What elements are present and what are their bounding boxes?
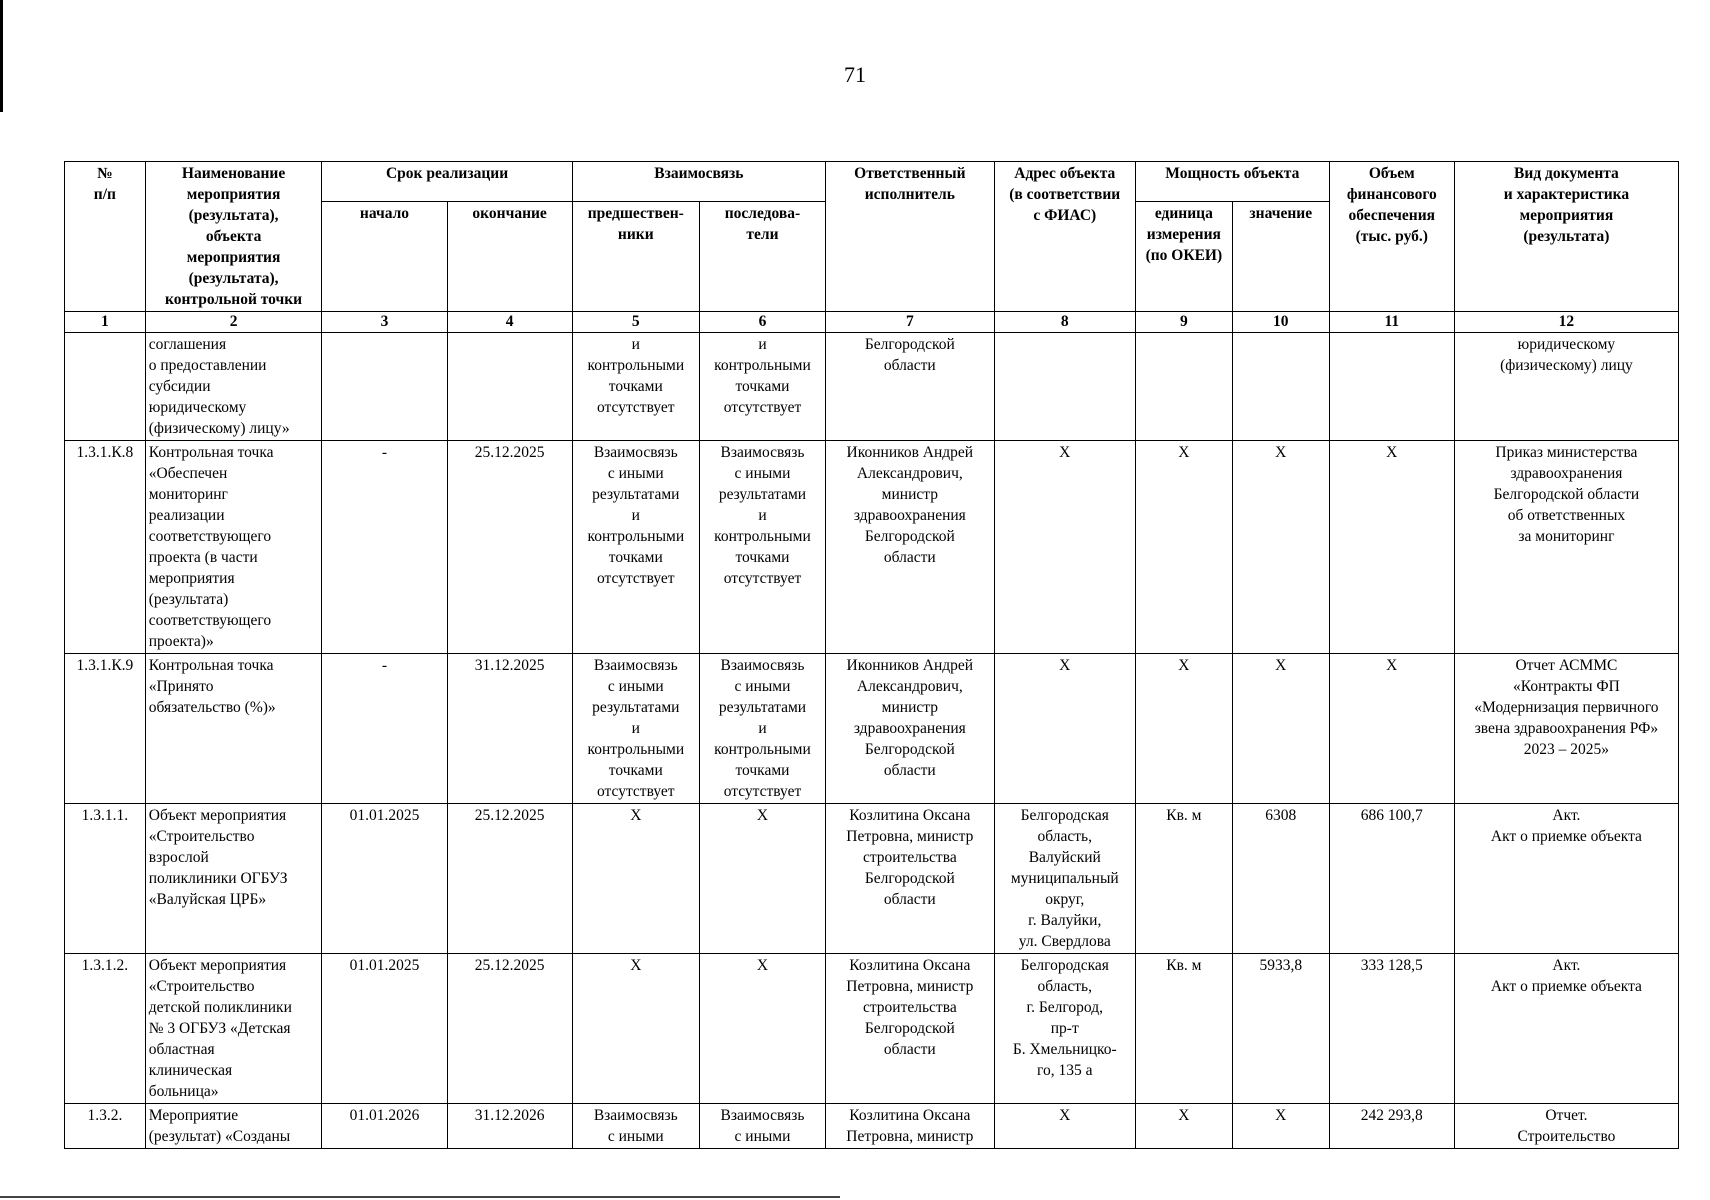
header-name: Наименование мероприятия (результата), объекта мероприятия (результата), контрольной точки <box>145 162 322 312</box>
cell-funding: 333 128,5 <box>1329 954 1454 1104</box>
cell-name: Мероприятие (результат) «Созданы <box>145 1104 322 1149</box>
column-number: 7 <box>826 312 995 333</box>
cell-start: - <box>322 654 447 804</box>
header-period: Срок реализации <box>322 162 572 202</box>
cell-funding: Х <box>1329 654 1454 804</box>
header-executor: Ответственный исполнитель <box>826 162 995 312</box>
cell-no: 1.3.2. <box>65 1104 146 1149</box>
cell-address: Х <box>994 1104 1135 1149</box>
cell-start <box>322 333 447 441</box>
header-relation: Взаимосвязь <box>572 162 825 202</box>
cell-no: 1.3.1.К.8 <box>65 441 146 654</box>
column-number: 6 <box>699 312 825 333</box>
cell-name: соглашения о предоставлении субсидии юридическому (физическому) лицу» <box>145 333 322 441</box>
page-number: 71 <box>844 62 866 87</box>
cell-doc: Отчет. Строительство <box>1454 1104 1678 1149</box>
header-start: начало <box>322 202 447 312</box>
table-row <box>65 1104 1679 1149</box>
cell-predecessors: Взаимосвязь с иными результатами и контрольными точками отсутствует <box>572 441 699 654</box>
cell-end: 25.12.2025 <box>447 954 572 1104</box>
header-doc-type: Вид документа и характеристика мероприятия (результата) <box>1454 162 1678 312</box>
cell-unit <box>1135 333 1232 441</box>
cell-funding: Х <box>1329 441 1454 654</box>
cell-address: Белгородская область, г. Белгород, пр-т Б. Хмельницко- го, 135 а <box>994 954 1135 1104</box>
cell-funding: 686 100,7 <box>1329 804 1454 954</box>
cell-executor: Иконников Андрей Александрович, министр здравоохранения Белгородской области <box>826 441 995 654</box>
cell-start: 01.01.2025 <box>322 804 447 954</box>
cell-name: Контрольная точка «Обеспечен мониторинг реализации соответствующего проекта (в части мероприятия (результата) соответствующего проекта)» <box>145 441 322 654</box>
cell-end: 25.12.2025 <box>447 441 572 654</box>
cell-funding: 242 293,8 <box>1329 1104 1454 1149</box>
cell-successors: и контрольными точками отсутствует <box>699 333 825 441</box>
cell-executor: Козлитина Оксана Петровна, министр <box>826 1104 995 1149</box>
header-predecessors: предшествен- ники <box>572 202 699 312</box>
cell-no: 1.3.1.1. <box>65 804 146 954</box>
cell-start: 01.01.2025 <box>322 954 447 1104</box>
cell-no: 1.3.1.К.9 <box>65 654 146 804</box>
cell-doc: Отчет АСММС «Контракты ФП «Модернизация первичного звена здравоохранения РФ» 2023 – 2025» <box>1454 654 1678 804</box>
cell-executor: Белгородской области <box>826 333 995 441</box>
cell-name: Контрольная точка «Принято обязательство (%)» <box>145 654 322 804</box>
cell-start: - <box>322 441 447 654</box>
cell-address: Белгородская область, Валуйский муниципальный округ, г. Валуйки, ул. Свердлова <box>994 804 1135 954</box>
column-number: 5 <box>572 312 699 333</box>
header-row-1 <box>65 162 1679 202</box>
column-number: 4 <box>447 312 572 333</box>
cell-unit: Х <box>1135 654 1232 804</box>
cell-doc: Акт. Акт о приемке объекта <box>1454 954 1678 1104</box>
cell-doc: Акт. Акт о приемке объекта <box>1454 804 1678 954</box>
cell-executor: Иконников Андрей Александрович, министр здравоохранения Белгородской области <box>826 654 995 804</box>
table-row <box>65 441 1679 654</box>
cell-address: Х <box>994 654 1135 804</box>
cell-end <box>447 333 572 441</box>
cell-executor: Козлитина Оксана Петровна, министр строительства Белгородской области <box>826 954 995 1104</box>
cell-end: 25.12.2025 <box>447 804 572 954</box>
cell-value: Х <box>1232 441 1329 654</box>
cell-successors: Х <box>699 804 825 954</box>
cell-name: Объект мероприятия «Строительство детской поликлиники № 3 ОГБУЗ «Детская областная клиническая больница» <box>145 954 322 1104</box>
cell-predecessors: Взаимосвязь с иными <box>572 1104 699 1149</box>
cell-end: 31.12.2026 <box>447 1104 572 1149</box>
cell-successors: Взаимосвязь с иными <box>699 1104 825 1149</box>
cell-unit: Х <box>1135 1104 1232 1149</box>
header-funding: Объем финансового обеспечения (тыс. руб.) <box>1329 162 1454 312</box>
cell-funding <box>1329 333 1454 441</box>
header-end: окончание <box>447 202 572 312</box>
cell-unit: Кв. м <box>1135 954 1232 1104</box>
cell-successors: Х <box>699 954 825 1104</box>
cell-value: Х <box>1232 654 1329 804</box>
cell-address: Х <box>994 441 1135 654</box>
header-value: значение <box>1232 202 1329 312</box>
column-number-row <box>65 312 1679 333</box>
column-number: 2 <box>145 312 322 333</box>
header-successors: последова- тели <box>699 202 825 312</box>
header-no: № п/п <box>65 162 146 312</box>
header-unit: единица измерения (по ОКЕИ) <box>1135 202 1232 312</box>
table-row <box>65 333 1679 441</box>
cell-doc: юридическому (физическому) лицу <box>1454 333 1678 441</box>
cell-predecessors: Х <box>572 804 699 954</box>
header-address: Адрес объекта (в соответствии с ФИАС) <box>994 162 1135 312</box>
cell-unit: Х <box>1135 441 1232 654</box>
table-row <box>65 654 1679 804</box>
cell-value: 5933,8 <box>1232 954 1329 1104</box>
plan-table <box>64 161 1679 1149</box>
column-number: 11 <box>1329 312 1454 333</box>
cell-no: 1.3.1.2. <box>65 954 146 1104</box>
column-number: 12 <box>1454 312 1678 333</box>
cell-successors: Взаимосвязь с иными результатами и контрольными точками отсутствует <box>699 654 825 804</box>
column-number: 1 <box>65 312 146 333</box>
scan-bottom-rule <box>0 1196 840 1198</box>
cell-address <box>994 333 1135 441</box>
column-number: 9 <box>1135 312 1232 333</box>
cell-value <box>1232 333 1329 441</box>
cell-value: 6308 <box>1232 804 1329 954</box>
cell-unit: Кв. м <box>1135 804 1232 954</box>
cell-name: Объект мероприятия «Строительство взрослой поликлиники ОГБУЗ «Валуйская ЦРБ» <box>145 804 322 954</box>
cell-executor: Козлитина Оксана Петровна, министр строительства Белгородской области <box>826 804 995 954</box>
cell-predecessors: Х <box>572 954 699 1104</box>
header-capacity: Мощность объекта <box>1135 162 1329 202</box>
cell-no <box>65 333 146 441</box>
cell-end: 31.12.2025 <box>447 654 572 804</box>
column-number: 3 <box>322 312 447 333</box>
cell-successors: Взаимосвязь с иными результатами и контрольными точками отсутствует <box>699 441 825 654</box>
cell-predecessors: и контрольными точками отсутствует <box>572 333 699 441</box>
cell-value: Х <box>1232 1104 1329 1149</box>
cell-predecessors: Взаимосвязь с иными результатами и контрольными точками отсутствует <box>572 654 699 804</box>
cell-doc: Приказ министерства здравоохранения Белгородской области об ответственных за мониторинг <box>1454 441 1678 654</box>
table-row <box>65 954 1679 1104</box>
column-number: 8 <box>994 312 1135 333</box>
table-row <box>65 804 1679 954</box>
column-number: 10 <box>1232 312 1329 333</box>
cell-start: 01.01.2026 <box>322 1104 447 1149</box>
left-margin-rule <box>0 0 3 112</box>
